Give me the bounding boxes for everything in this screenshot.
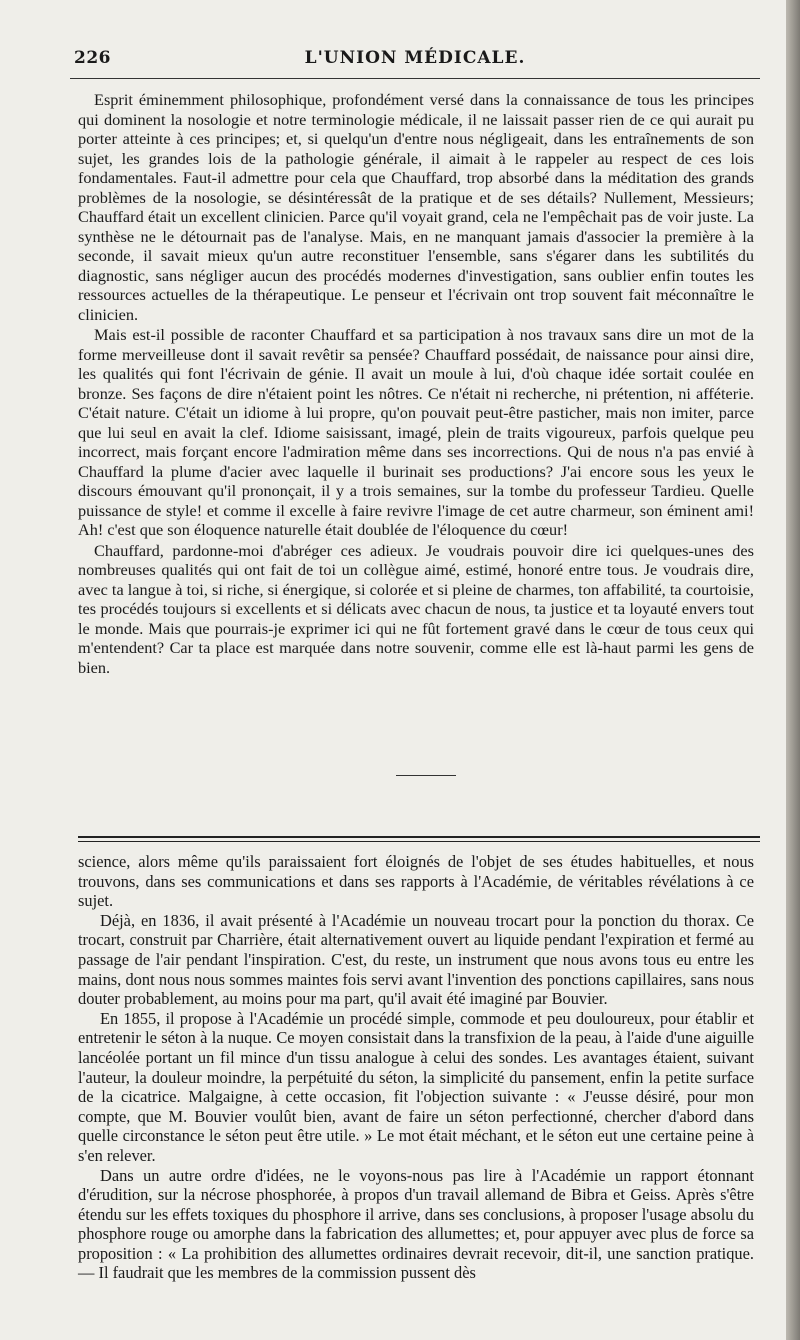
page-number: 226 (74, 48, 111, 68)
paragraph: Chauffard, pardonne-moi d'abréger ces adieux. Je voudrais pouvoir dire ici quelques-unes des nombreuses qualités qui ont fait de toi un collègue aimé, estimé, honoré entre tous. Je voudrais dire, avec ta langue à toi, si riche, si énergique, si colorée et si pleine de charmes, ton affabilité, ta courtoisie, tes procédés toujours si excellents et si délicats avec chacun de nous, ta justice et ta loyauté envers tout le monde. Mais que pourrais-je exprimer ici qui ne fût fortement gravé dans le cœur de tous ceux qui m'entendent? Car ta place est marquée dans notre souvenir, comme elle est là-haut parmi les gens de bien. (78, 540, 754, 677)
header-rule (70, 78, 760, 79)
feuilleton-separator-thin (78, 841, 760, 842)
book-page-edge (786, 0, 800, 1340)
upper-article-text (78, 90, 754, 677)
paragraph: Déjà, en 1836, il avait présenté à l'Académie un nouveau trocart pour la ponction du thorax. Ce trocart, construit par Charrière, était alternativement ouvert au liquide pendant l'expiration et fermé au passage de l'air pendant l'inspiration. C'est, du reste, un instrument que nous avons tous eu entre les mains, dont nous nous sommes maintes fois servi avant l'invention des ponctions capillaires, sans nous douter probablement, au moins pour ma part, qu'il avait été imaginé par Bouvier. (78, 910, 754, 1009)
paragraph: Mais est-il possible de raconter Chauffard et sa participation à nos travaux sans dire un mot de la forme merveilleuse dont il savait revêtir sa pensée? Chauffard possédait, de naissance pour ainsi dire, les qualités qui font l'écrivain de génie. Il avait un moule à lui, d'où chaque idée sortait coulée en bronze. Ses façons de dire n'étaient point les nôtres. Ce n'était ni recherche, ni prétention, ni afféterie. C'était nature. C'était un idiome à lui propre, qu'on pouvait peut-être pasticher, mais non imiter, parce que lui seul en avait la clef. Idiome saisissant, imagé, plein de traits vigoureux, parfois quelque peu incorrect, mais forçant encore l'admiration même dans ses incorrections. Qui de nous n'a pas envié à Chauffard la plume d'acier avec laquelle il burinait ses productions? J'ai encore sous les yeux le discours émouvant qu'il prononçait, il y a trois semaines, sur la tombe du professeur Tardieu. Quelle puissance de style! et comme il excelle à faire revivre l'image de cet autre charmeur, son éminent ami! Ah! c'est que son éloquence naturelle était doublée de l'éloquence du cœur! (78, 325, 754, 539)
paragraph: En 1855, il propose à l'Académie un procédé simple, commode et peu douloureux, pour établir et entretenir le séton à la nuque. Ce moyen consistait dans la transfixion de la peau, à l'aide d'une aiguille lancéolée portant un fil mince d'un tissu analogue à celui des sondes. Les avantages étaient, suivant l'auteur, la douleur moindre, la perpétuité du séton, la simplicité du pansement, enfin la petite surface de la cicatrice. Malgaigne, à cette occasion, fit l'objection suivante : « J'eusse désiré, pour mon compte, que M. Bouvier voulût bien, avant de faire un séton perfectionné, chercher d'abord dans quelle circonstance le séton peut être utile. » Le mot était méchant, et le séton eut une certaine peine à s'en relever. (78, 1008, 754, 1165)
feuilleton-separator-thick (78, 836, 760, 838)
section-end-rule (396, 775, 456, 776)
paragraph: Esprit éminemment philosophique, profondément versé dans la connaissance de tous les principes qui dominent la nosologie et notre terminologie médicale, il ne laissait passer rien de ce qui aurait pu porter atteinte à ces principes; et, si quelqu'un d'entre nous négligeait, dans les entraînements de son sujet, les grandes lois de la pathologie générale, il aimait à le rappeler au respect de ces lois fondamentales. Faut-il admettre pour cela que Chauffard, trop absorbé dans la méditation des grands problèmes de la nosologie, se désintéressât de la pratique et de ses détails? Nullement, Messieurs; Chauffard était un excellent clinicien. Parce qu'il voyait grand, cela ne l'empêchait pas de voir juste. La synthèse ne le détournait pas de l'analyse. Mais, en ne manquant jamais d'associer la première à la seconde, il savait mieux qu'un autre reconstituer l'ensemble, sans s'égarer dans les subtilités du diagnostic, sans négliger aucun des procédés modernes d'investigation, sans oublier enfin toutes les ressources actuelles de la thérapeutique. Le penseur et l'écrivain ont trop souvent fait méconnaître le clinicien. (78, 90, 754, 324)
page-header (70, 46, 760, 74)
paragraph: science, alors même qu'ils paraissaient fort éloignés de l'objet de ses études habituelles, et nous trouvons, dans ses communications et dans ses rapports à l'Académie, de véritables révélations à ce sujet. (78, 852, 754, 911)
paragraph: Dans un autre ordre d'idées, ne le voyons-nous pas lire à l'Académie un rapport étonnant d'érudition, sur la nécrose phosphorée, à propos d'un travail allemand de Bibra et Geiss. Après s'être étendu sur les effets toxiques du phosphore il arrive, dans ses conclusions, à proposer l'usage absolu du phosphore rouge ou amorphe dans la fabrication des allumettes; et, pour appuyer avec plus de force sa proposition : « La prohibition des allumettes ordinaires devrait recevoir, dit-il, une sanction pratique. — Il faudrait que les membres de la commission pussent dès (78, 1165, 754, 1283)
lower-article-text (78, 852, 754, 1283)
journal-title: L'UNION MÉDICALE. (304, 48, 526, 68)
